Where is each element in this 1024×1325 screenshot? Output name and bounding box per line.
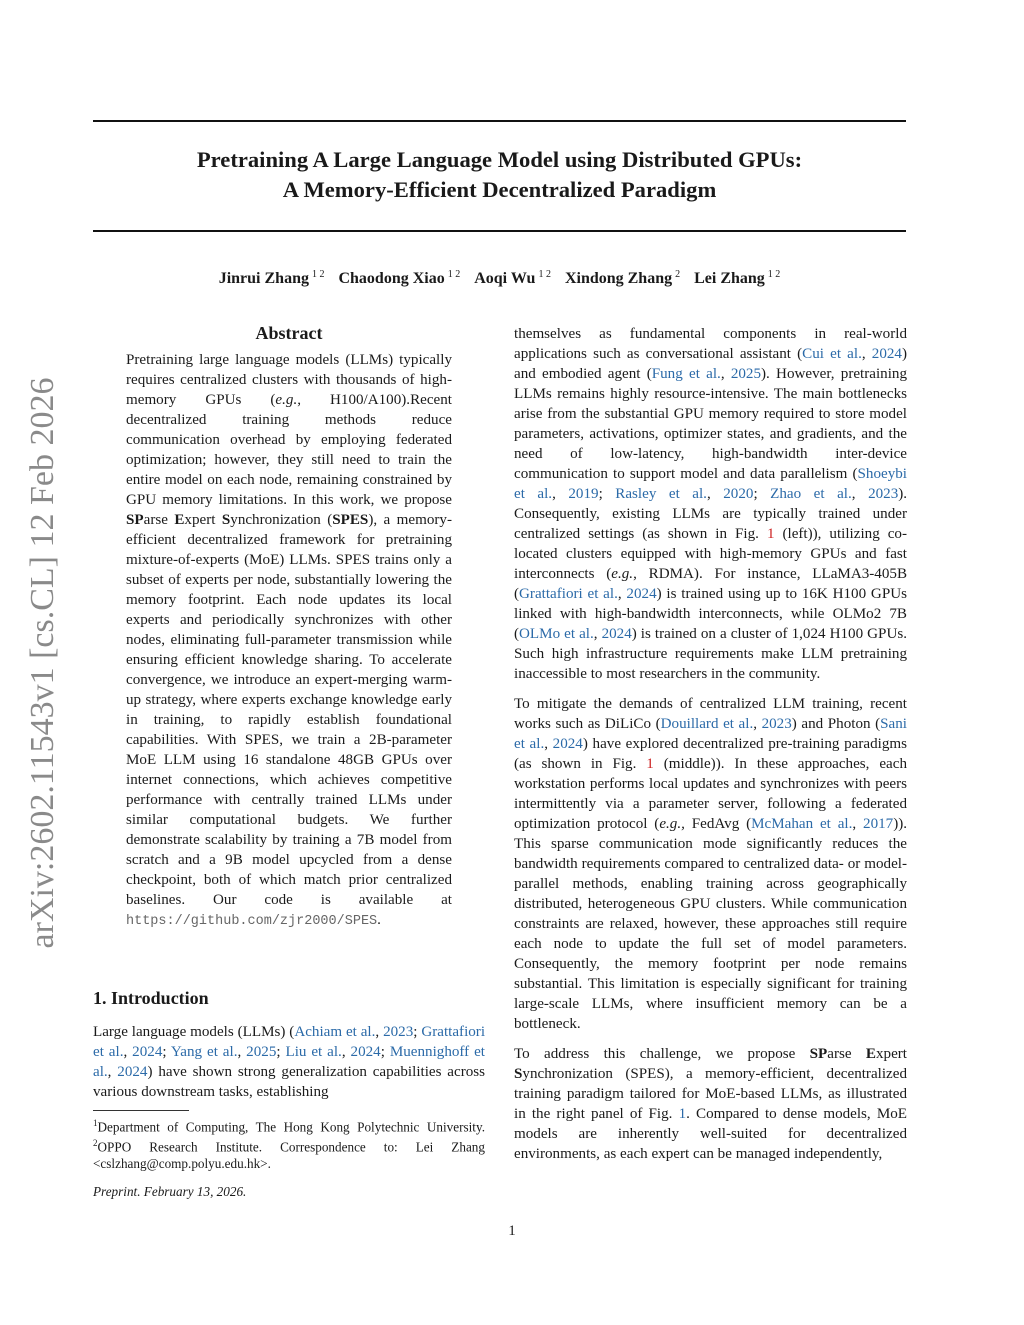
top-rule	[93, 120, 906, 122]
citation[interactable]: McMahan et al.	[751, 816, 853, 832]
abstract-heading: Abstract	[255, 323, 323, 343]
title-line-1: Pretraining A Large Language Model using Distributed GPUs:	[196, 147, 803, 172]
page-number: 1	[508, 1223, 516, 1239]
citation-year[interactable]: 2024	[117, 1064, 148, 1080]
footnote-rule	[93, 1110, 189, 1111]
citation-year[interactable]: 2025	[730, 366, 762, 382]
citation-year[interactable]: 2019	[568, 486, 599, 502]
author: Xindong Zhang $^2$	[564, 269, 681, 287]
citation[interactable]: Grattafiori et al.	[93, 1024, 486, 1060]
citation[interactable]: Grattafiori et al.	[519, 586, 618, 602]
author: Aoqi Wu $^{1 2}$	[474, 269, 551, 287]
intro-paragraph: Large language models (LLMs) (Achiam et al., 2023; Grattafiori et al., 2024; Yang et al., 2025; Liu et al., 2024; Muennighoff et al., 2024) have shown strong generalization capabilities across various downstream tasks, establishing	[93, 1024, 486, 1100]
citation-year[interactable]: 2024	[626, 586, 657, 602]
paper-title	[93, 145, 906, 205]
citation[interactable]: Douillard et al.	[660, 716, 754, 732]
author: Chaodong Xiao $^{1 2}$	[338, 269, 461, 287]
citation[interactable]: Muennighoff et al.	[93, 1044, 485, 1080]
citation[interactable]: Achiam et al.	[294, 1024, 376, 1040]
figure-ref[interactable]: 1	[678, 1106, 687, 1122]
citation-year[interactable]: 2024	[871, 346, 902, 362]
citation[interactable]: Sani et al.	[514, 716, 907, 752]
citation[interactable]: Cui et al.	[802, 346, 862, 362]
section-heading-introduction: 1. Introduction	[93, 988, 209, 1008]
title-bottom-rule	[93, 230, 906, 232]
citation-year[interactable]: 2023	[761, 716, 792, 732]
preprint-note: Preprint. February 13, 2026.	[93, 1184, 247, 1199]
author-list	[93, 264, 906, 290]
citation-year[interactable]: 2024	[350, 1044, 381, 1060]
arxiv-stamp: arXiv:2602.11543v1 [cs.CL] 12 Feb 2026	[24, 377, 61, 949]
citation-year[interactable]: 2023	[383, 1024, 414, 1040]
affiliation-footnote: $^1$Department of Computing, The Hong Kong Polytechnic University. $^2$OPPO Research Institute. Correspondence to: Lei Zhang <cslzhang@comp.polyu.edu.hk>.	[93, 1118, 485, 1171]
citation[interactable]: Zhao et al.	[770, 486, 852, 502]
paragraph: To mitigate the demands of centralized LLM training, recent works such as DiLiCo (Douillard et al., 2023) and Photon (Sani et al., 2024) have explored decentralized pre-training paradigms (as shown in Fig. 1 (middle)). In these approaches, each workstation performs local updates and synchronizes with peers intermittently via a parameter server, following a federated optimization protocol (e.g., FedAvg (McMahan et al., 2017)). This sparse communication mode significantly reduces the bandwidth requirements compared to centralized data- or model-parallel methods, enabling training across geographically distributed, heterogeneous GPU clusters. While communication constraints are relaxed, however, these approaches still require each node to update the full set of model parameters. Consequently, the memory footprint per node remains substantial. This limitation is especially significant for training large-scale LLMs, where insufficient memory can be a bottleneck.	[514, 696, 908, 1032]
citation-year[interactable]: 2020	[723, 486, 754, 502]
citation[interactable]: Rasley et al.	[615, 486, 707, 502]
citation[interactable]: Liu et al.	[285, 1044, 342, 1060]
code-link[interactable]: https://github.com/zjr2000/SPES	[126, 914, 378, 929]
citation-year[interactable]: 2024	[132, 1044, 163, 1060]
citation-year[interactable]: 2024	[552, 736, 583, 752]
citation-year[interactable]: 2024	[601, 626, 632, 642]
figure-ref[interactable]: 1	[766, 526, 775, 542]
author: Lei Zhang $^{1 2}$	[694, 269, 781, 287]
citation-year[interactable]: 2023	[868, 486, 899, 502]
paragraph: themselves as fundamental components in real-world applications such as conversational assistant (Cui et al., 2024) and embodied agent (Fung et al., 2025). However, pretraining LLMs remains highly resource-intensive. The main bottlenecks arise from the substantial GPU memory required to store model parameters, activations, optimizer states, and gradients, and the need of low-latency, high-bandwidth inter-device communication to support model and data parallelism (Shoeybi et al., 2019; Rasley et al., 2020; Zhao et al., 2023). Consequently, existing LLMs are typically trained under centralized settings (as shown in Fig. 1 (left)), utilizing co-located clusters equipped with high-memory GPUs and fast interconnects (e.g., RDMA). For instance, LLaMA3-405B (Grattafiori et al., 2024) is trained using up to 16K H100 GPUs linked with high-bandwidth interconnects, while OLMo2 7B (OLMo et al., 2024) is trained on a cluster of 1,024 H100 GPUs. Such high infrastructure requirements make LLM pretraining inaccessible to most researchers in the community.	[514, 326, 908, 682]
paragraph: To address this challenge, we propose SParse Expert Synchronization (SPES), a memory-efficient, decentralized training paradigm tailored for MoE-based LLMs, as illustrated in the right panel of Fig. 1. Compared to dense models, MoE models are inherently well-suited for decentralized environments, as each expert can be managed independently,	[514, 1046, 908, 1162]
author: Jinrui Zhang $^{1 2}$	[218, 269, 325, 287]
abstract-body: Pretraining large language models (LLMs) typically requires centralized clusters with thousands of high-memory GPUs (e.g., H100/A100).Recent decentralized training methods reduce communication overhead by employing federated optimization; however, they still need to train the entire model on each node, remaining constrained by GPU memory limitations. In this work, we propose SParse Expert Synchronization (SPES), a memory-efficient decentralized framework for pretraining mixture-of-experts (MoE) LLMs. SPES trains only a subset of experts per node, substantially lowering the memory footprint. Each node updates its local experts and periodically synchronizes with other nodes, eliminating full-parameter transmission while ensuring efficient knowledge sharing. To accelerate convergence, we introduce an expert-merging warm-up strategy, where experts exchange knowledge early in training, to rapidly establish foundational capabilities. With SPES, we train a 2B-parameter MoE LLM using 16 standalone 48GB GPUs over internet connections, which achieves competitive performance with centrally trained LLMs under similar computational budgets. We further demonstrate scalability by training a 7B model from scratch and a 9B model upcycled from a dense checkpoint, both of which match prior centralized baselines. Our code is available at https://github.com/zjr2000/SPES.	[126, 352, 452, 929]
citation[interactable]: Fung et al.	[651, 366, 721, 382]
right-column	[514, 324, 907, 1174]
figure-ref[interactable]: 1	[646, 756, 654, 772]
citation[interactable]: Yang et al.	[170, 1044, 238, 1060]
citation-year[interactable]: 2017	[863, 816, 894, 832]
title-line-2: A Memory-Efficient Decentralized Paradigm	[282, 177, 717, 202]
citation-year[interactable]: 2025	[246, 1044, 277, 1060]
citation[interactable]: Shoeybi et al.	[514, 466, 907, 502]
citation[interactable]: OLMo et al.	[519, 626, 594, 642]
